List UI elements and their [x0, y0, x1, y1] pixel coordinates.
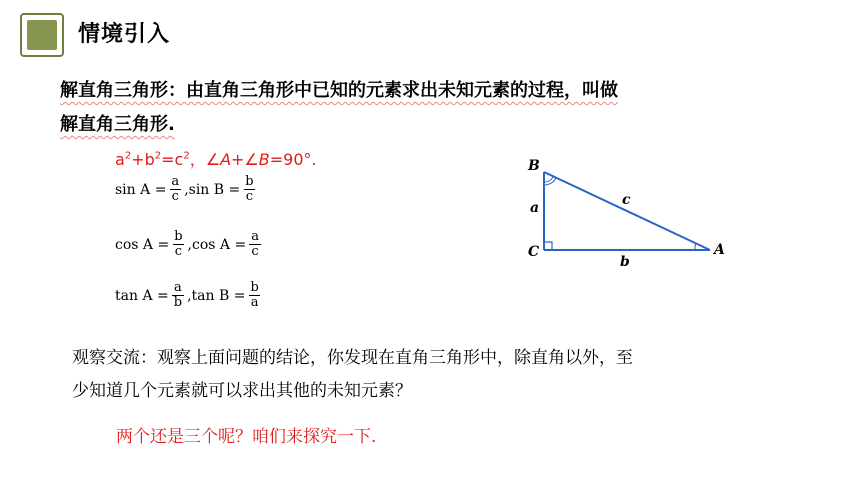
- vertex-c-label: C: [528, 244, 540, 260]
- cosine-formula-line: cos A = $\frac{b}{c}$ , cos A = $\frac{a}{c}$: [115, 229, 259, 259]
- definition-line-1: 解直角三角形：由直角三角形中已知的元素求出未知元素的过程，叫做: [60, 80, 618, 101]
- right-triangle-diagram: [522, 150, 737, 270]
- question-line-1: 观察交流：观察上面问题的结论，你发现在直角三角形中，除直角以外，至: [72, 348, 633, 368]
- square-icon: [20, 13, 64, 57]
- angle-b-arc-inner: [544, 177, 553, 182]
- definition-text: [60, 74, 700, 142]
- answer-prompt: 两个还是三个呢？咱们来探究一下.: [116, 427, 377, 447]
- side-b-label: b: [620, 254, 630, 270]
- side-c-label: c: [622, 192, 631, 208]
- observation-question: [72, 342, 712, 408]
- pythagorean-relation: $a^2+b^2=c^2$，∠A+∠B=90°.: [115, 150, 317, 169]
- definition-line-2: 解直角三角形.: [60, 114, 175, 135]
- vertex-b-label: B: [528, 158, 540, 174]
- triangle-side-c: [544, 172, 710, 250]
- tangent-formula-line: tan A = $\frac{a}{b}$ , tan B = $\frac{b}{a}$: [115, 280, 259, 310]
- right-angle-mark: [544, 242, 552, 250]
- trig-formulas: [115, 175, 335, 325]
- side-a-label: a: [530, 200, 540, 216]
- vertex-a-label: A: [714, 242, 725, 258]
- page-title: 情境引入: [78, 22, 171, 47]
- question-line-2: 少知道几个元素就可以求出其他的未知元素？: [72, 381, 412, 401]
- sine-formula-line: sin A = $\frac{a}{c}$ , sin B = $\frac{b}{c}$: [115, 174, 254, 204]
